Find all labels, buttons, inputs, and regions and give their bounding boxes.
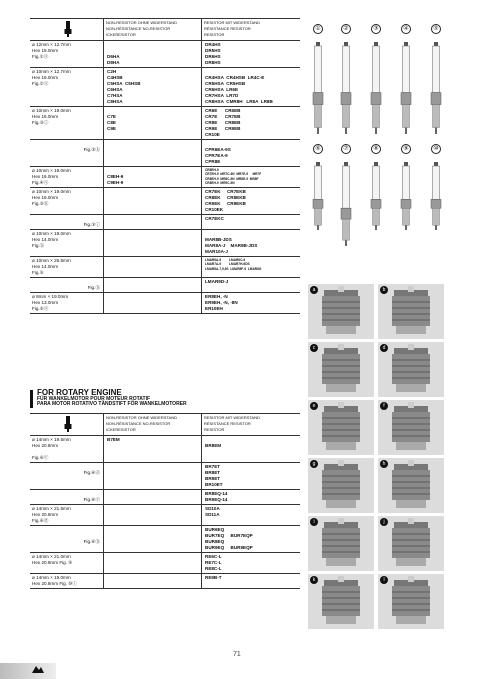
thread-spec: Fig.⑥ⓗ [30, 526, 104, 552]
figure-number: ⑩ [431, 144, 441, 154]
non-resistor-models [104, 490, 202, 504]
photo-label: d [380, 344, 388, 352]
rotary-plug-table [30, 413, 300, 589]
spark-plug-drawing [369, 162, 383, 230]
non-resistor-models: C7E C8E C9E [104, 107, 202, 139]
spark-plug-drawing [399, 162, 413, 230]
header-resistor: RESISTOR MIT WIDERSTAND RÉSISTANCE RESISTOR RESISTOR [204, 415, 261, 432]
resistor-models: CR7EKC [205, 216, 224, 221]
figure-number: ⑦ [341, 144, 351, 154]
table-row [30, 215, 300, 230]
thread-spec: Fig.ⓑ [30, 278, 104, 292]
resistor-models: BR7ET BR8ET BR9ET BR10ET [205, 464, 223, 487]
table-row [30, 140, 300, 167]
spark-plug-drawing [429, 42, 443, 134]
thread-spec: ø 14mm × 19.0mm Hex 20.8mm Fig. ⑩ⓘ [30, 574, 104, 588]
header-non-resistor: NON-RESISTOR OHNE WIDERSTAND NON-RÉSISTANCE NO-RESISTOR ICKERESISTOR [104, 19, 202, 40]
thread-spec: ø 14mm × 21.0mm Hex 20.8mm Fig. ⑨ [30, 553, 104, 573]
electrode-icon [308, 458, 374, 513]
table-row [30, 293, 300, 314]
table-row [30, 490, 300, 505]
photo-label: a [310, 286, 318, 294]
figure-number: ① [313, 24, 323, 34]
electrode-photo [378, 342, 444, 397]
electrode-icon [308, 574, 374, 629]
non-resistor-models [104, 553, 202, 573]
thread-spec: ø 14mm × 21.5mm Hex 20.8mm Fig.⑥ⓖ [30, 505, 104, 525]
electrode-icon [308, 284, 374, 339]
thread-spec: ø 10mm × 19.0mm Hex 16.0mm Fig.④ⓐ [30, 167, 104, 187]
thread-spec: ø 10mm × 19.0mm Hex 14.0mm Fig.ⓑ [30, 230, 104, 256]
spark-plug-icon [64, 21, 72, 37]
thread-spec: Fig.③ⓚ [30, 140, 104, 166]
electrode-photo [378, 458, 444, 513]
table-header [30, 19, 300, 41]
resistor-models: RE6C-L RE7C-L RE8C-L [205, 554, 222, 571]
spark-plug-table [30, 18, 300, 314]
resistor-models: RE9B-T [205, 575, 222, 580]
table-row [30, 167, 300, 188]
table-row [30, 188, 300, 215]
non-resistor-models [104, 140, 202, 166]
table-row [30, 41, 300, 68]
spark-plug-drawing [339, 42, 353, 134]
electrode-photo [308, 400, 374, 455]
figure-number: ⑨ [401, 144, 411, 154]
figure-number: ③ [371, 24, 381, 34]
electrode-photo [378, 516, 444, 571]
electrode-icon [378, 284, 444, 339]
thread-spec: Fig.⑥ⓓ [30, 463, 104, 489]
non-resistor-models [104, 257, 202, 277]
non-resistor-models [104, 505, 202, 525]
figure-number: ⑥ [313, 144, 323, 154]
rotary-engine-heading: FOR ROTARY ENGINE FÜR WANKELMOTOR POUR MOTEUR ROTATIF PARA MOTOR ROTATIVO TÄNDSTIFT FÖR WANKELMOTORER [30, 390, 300, 408]
electrode-photo [308, 574, 374, 629]
resistor-models: ER8EH, -N ER9EH, -N, -8N ER10EH [205, 294, 238, 311]
table-row [30, 230, 300, 257]
photo-label: c [310, 344, 318, 352]
table-body [30, 41, 300, 314]
table-header [30, 414, 300, 436]
photo-label: h [380, 460, 388, 468]
non-resistor-models [104, 278, 202, 292]
electrode-photo [308, 342, 374, 397]
page-number: 71 [233, 651, 241, 658]
spark-plug-drawing [429, 162, 443, 230]
table-row [30, 278, 300, 293]
photo-label: g [310, 460, 318, 468]
table-row [30, 505, 300, 526]
table-row [30, 68, 300, 107]
header-non-resistor: NON-RESISTOR OHNE WIDERSTAND NON-RÉSISTANCE NO-RESISTOR ICKERESISTOR [104, 414, 202, 435]
non-resistor-models [104, 215, 202, 229]
non-resistor-models [104, 188, 202, 214]
photo-label: e [310, 402, 318, 410]
non-resistor-models: D6HA D8HA [104, 41, 202, 67]
thread-spec: ø 10mm × 12.7mm Hex 16.0mm Fig.②ⓐ [30, 68, 104, 106]
non-resistor-models [104, 526, 202, 552]
photo-label: k [310, 576, 318, 584]
resistor-models: SD10A SD11A [205, 506, 220, 517]
table-body [30, 436, 300, 589]
electrode-icon [308, 516, 374, 571]
non-resistor-models: C8EH-9 C9EH-9 [104, 167, 202, 187]
table-row [30, 463, 300, 490]
footer-bar [0, 663, 56, 679]
non-resistor-models [104, 293, 202, 313]
table-row [30, 553, 300, 574]
thread-spec: ø 8mm × 19.0mm Hex 13.0mm Fig.⑤ⓐ [30, 293, 104, 313]
electrode-icon [378, 342, 444, 397]
electrode-icon [308, 400, 374, 455]
resistor-models: LMAR6A-9 LMAR6C-9 LMAR7A-9 LMAR7H-9DS LMAR8A-7,9,9S LMAR8F-9 LMAR8G [205, 258, 262, 271]
electrode-photo [378, 284, 444, 339]
figure-number: ⑤ [431, 24, 441, 34]
resistor-models: CR4HSA CR4HSB LR4C-E CR5HSA CR5HSB CR6HSA LR6E CR7HSA LR7D CR8HSA CMR8H LR8A LR8B [205, 75, 273, 104]
resistor-models: CR7EK CR7EKB CR8EK CR8EKB CR9EK CR9EKB CR10EK [205, 189, 246, 212]
figure-number: ② [341, 24, 351, 34]
resistor-models: BR8EM [205, 443, 222, 448]
electrode-icon [378, 516, 444, 571]
photo-label: b [380, 286, 388, 294]
non-resistor-models: B7EM [104, 436, 202, 462]
non-resistor-models [104, 574, 202, 588]
resistor-models: BUR6EQ BUR7EQ BUR7EQP BUR8EQ BUR9EQ BUR9EQP [205, 527, 253, 550]
spark-plug-drawing [311, 162, 325, 230]
table-row [30, 107, 300, 140]
brand-logo-icon [30, 663, 46, 677]
spark-plug-drawing [311, 42, 325, 134]
thread-spec: ø 10mm × 19.0mm Hex 16.0mm Fig.③ⓑ [30, 188, 104, 214]
table-row [30, 526, 300, 553]
non-resistor-models: C2H C4HSB C5HSA C5HSB C6HSA C7HSA C8HSA [104, 68, 202, 106]
thread-spec: ø 14mm × 19.5mm Hex 20.8mm Fig.⑥ⓒ [30, 436, 104, 462]
photo-label: i [310, 518, 318, 526]
resistor-models: DR4HS DR5HS DR6HS DR8HS [205, 42, 221, 65]
thread-spec: Fig.⑥ⓔ [30, 490, 104, 504]
electrode-photo [378, 400, 444, 455]
thread-spec: ø 10mm × 19.0mm Hex 16.0mm Fig.③ⓘ [30, 107, 104, 139]
table-row [30, 257, 300, 278]
resistor-models: CR6E CR6EB CR7E CR7EB CR8E CR8EB CR9E CR9EB CR10E [205, 108, 241, 137]
spark-plug-drawing [369, 42, 383, 134]
header-resistor: RESISTOR MIT WIDERSTAND RÉSISTANCE RESISTOR RESISTOR [204, 20, 261, 37]
spark-plug-drawing [399, 42, 413, 134]
resistor-models: CPR6EA-9S CPR7EA-9 CPR8E [205, 147, 231, 164]
non-resistor-models [104, 463, 202, 489]
electrode-icon [308, 342, 374, 397]
table-row [30, 574, 300, 589]
resistor-models: LMAR9D-J [205, 279, 229, 284]
resistor-models: BR8EQ-14 BR9EQ-14 [205, 491, 228, 502]
figure-number: ⑧ [371, 144, 381, 154]
table-row [30, 436, 300, 463]
electrode-photo [308, 458, 374, 513]
photo-label: l [380, 576, 388, 584]
thread-spec: ø 12mm × 12.7mm Hex 18.0mm Fig.①ⓐ [30, 41, 104, 67]
photo-label: j [380, 518, 388, 526]
spark-plug-drawing [339, 162, 353, 246]
electrode-photo [308, 284, 374, 339]
resistor-models: MAR8B-JDS MAR8A-J MAR9B-JDS MAR10A-J [205, 237, 258, 254]
photo-label: f [380, 402, 388, 410]
electrode-icon [378, 400, 444, 455]
thread-spec: Fig.③ⓘ [30, 215, 104, 229]
spark-plug-icon [64, 416, 72, 432]
electrode-icon [378, 574, 444, 629]
electrode-photo [378, 574, 444, 629]
thread-spec: ø 10mm × 26.5mm Hex 14.0mm Fig.⑤ [30, 257, 104, 277]
non-resistor-models [104, 230, 202, 256]
resistor-models: CR8EH-9 CR7EH-9 MR7C-9N MR7E-9 MR7F CR8EH-9 MR8C-9N MR8E-9 MR8F CR8EH-9 MR9C-9N [205, 168, 262, 186]
figure-number: ④ [401, 24, 411, 34]
electrode-photo [308, 516, 374, 571]
electrode-icon [378, 458, 444, 513]
